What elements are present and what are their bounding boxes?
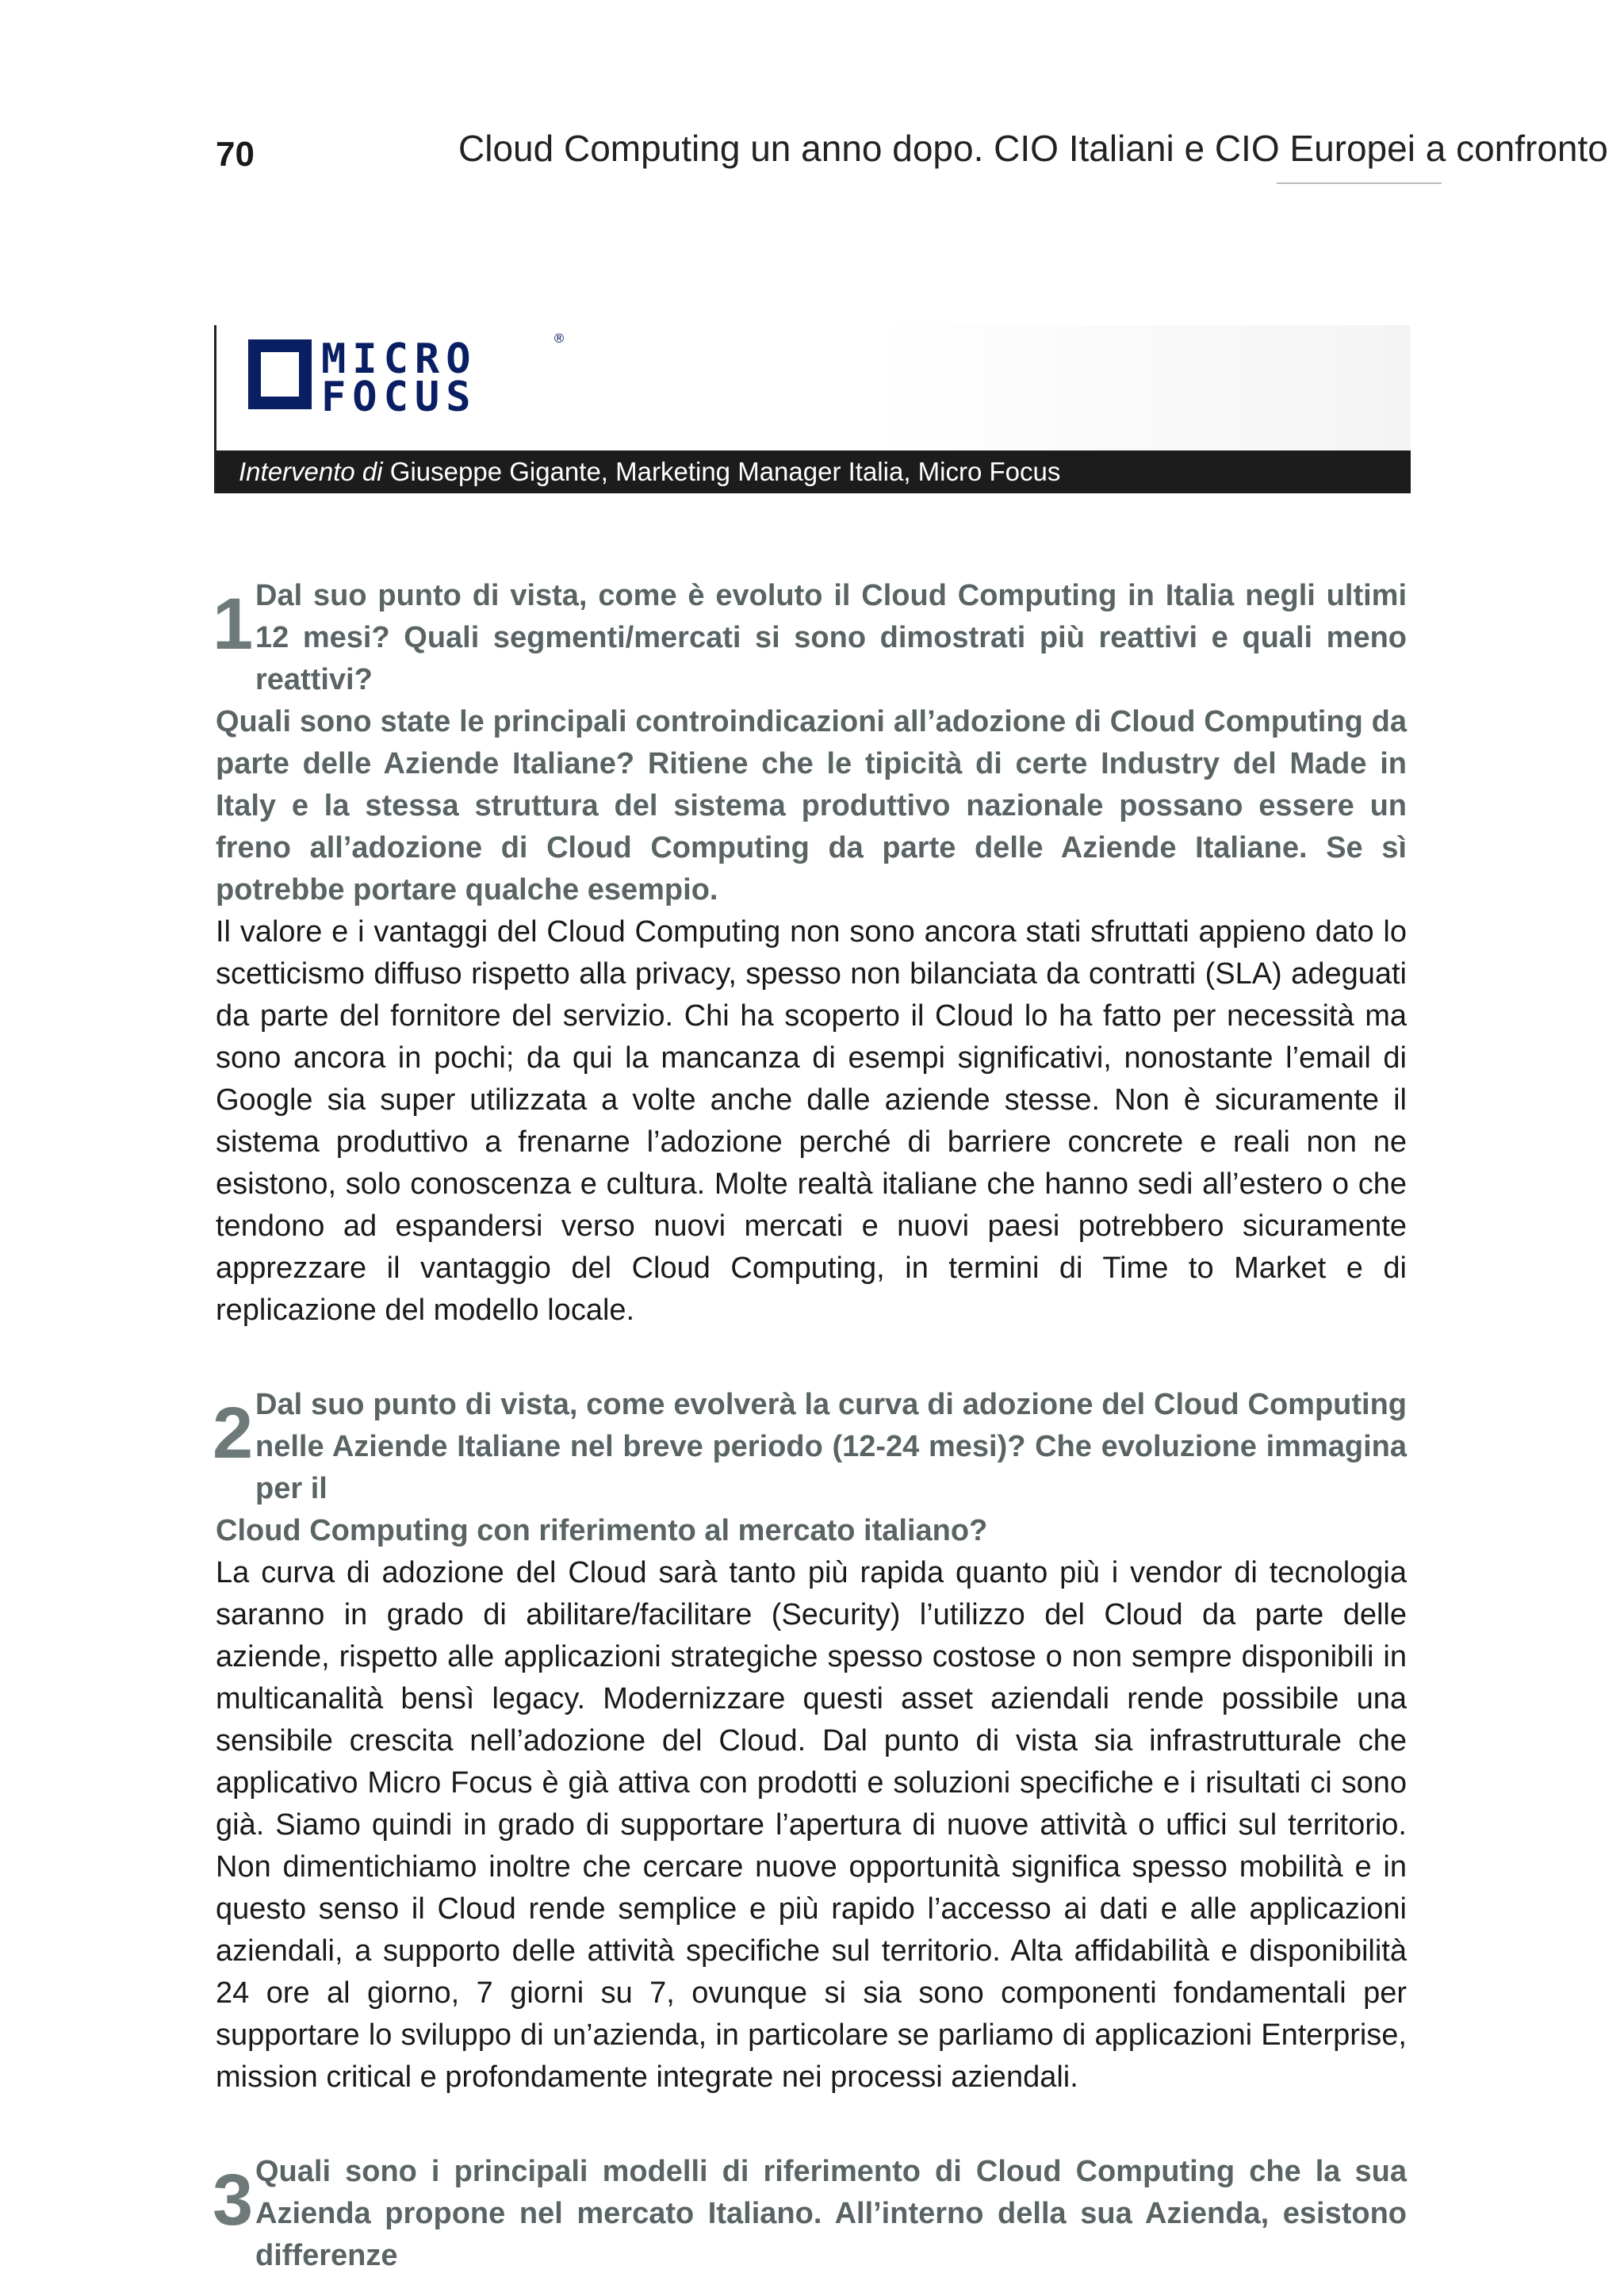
question-continuation: Cloud Computing con riferimento al mercato italiano?: [216, 1514, 988, 1547]
question-first-lines: Quali sono i principali modelli di riferimento di Cloud Computing che la sua Azienda propone nel mercato Italiano. All’interno della sua Azienda, esistono differenze: [255, 2155, 1407, 2272]
question-number: 2: [213, 1393, 254, 1474]
question-first-lines: Dal suo punto di vista, come è evoluto il Cloud Computing in Italia negli ultimi 12 mesi? Quali segmenti/mercati si sono dimostrati più reattivi e quali meno reattivi?: [255, 579, 1407, 696]
question-text: [213, 2151, 1407, 2277]
running-title: Cloud Computing un anno dopo. CIO Italiani e CIO Europei a confronto: [458, 128, 1608, 169]
interview-content: [213, 575, 1407, 2277]
question-1: [213, 575, 1407, 1332]
question-text: [213, 1384, 1407, 1510]
logo-text-micro: MICRO: [321, 335, 477, 383]
question-number: 1: [213, 584, 254, 665]
question-text: [213, 575, 1407, 701]
question-3: [213, 2151, 1407, 2277]
question-continuation: Quali sono state le principali controindicazioni all’adozione di Cloud Computing da parte delle Aziende Italiane? Ritiene che le tipicità di certe Industry del Made in Italy e la stessa struttura del sistema produttivo nazionale possano essere un freno all’adozione di Cloud Computing da parte delle Aziende Italiane. Se sì potrebbe portare qualche esempio.: [216, 705, 1407, 907]
answer-text: Il valore e i vantaggi del Cloud Computing non sono ancora stati sfruttati appieno dato lo scetticismo diffuso rispetto alla privacy, spesso non bilanciata da contratti (SLA) adeguati da parte del fornitore del servizio. Chi ha scoperto il Cloud lo ha fatto per necessità ma sono ancora in pochi; da qui la mancanza di esempi significativi, nonostante l’email di Google sia super utilizzata a volte anche dalle aziende stesse. Non è sicuramente il sistema produttivo a frenarne l’adozione perché di barriere concrete e reali non ne esistono, solo conoscenza e cultura. Molte realtà italiane che hanno sedi all’estero o che tendono ad espandersi verso nuovi mercati e nuovi paesi potrebbero sicuramente apprezzare il vantaggio del Cloud Computing, in termini di Time to Market e di replicazione del modello locale.: [216, 915, 1407, 1327]
intervento-bar: [216, 450, 1411, 493]
micro-focus-logo: [242, 332, 567, 427]
logo-text-focus: FOCUS: [321, 374, 477, 421]
intervento-name: Giuseppe Gigante, Marketing Manager Italia, Micro Focus: [382, 457, 1061, 486]
intervento-prefix: Intervento di: [239, 457, 383, 486]
header-rule: [1277, 182, 1442, 184]
question-number: 3: [213, 2160, 254, 2241]
registered-mark: ®: [553, 332, 565, 346]
answer-text: La curva di adozione del Cloud sarà tanto più rapida quanto più i vendor di tecnologia saranno in grado di abilitare/facilitare (Security) l’utilizzo del Cloud da parte delle aziende, rispetto alle applicazioni strategiche spesso costose o non sempre disponibili in multicanalità bensì legacy. Modernizzare questi asset aziendali rende possibile una sensibile crescita nell’adozione del Cloud. Dal punto di vista sia infrastrutturale che applicativo Micro Focus è già attiva con prodotti e soluzioni specifiche e i risultati ci sono già. Siamo quindi in grado di supportare l’apertura di nuove attività o uffici sul territorio. Non dimentichiamo inoltre che cercare nuove opportunità significa spesso mobilità e in questo senso il Cloud rende semplice e più rapido l’accesso ai dati e alle applicazioni aziendali, a supporto delle attività specifiche sul territorio. Alta affidabilità e disponibilità 24 ore al giorno, 7 giorni su 7, ovunque si sia sono componenti fondamentali per supportare lo sviluppo di un’azienda, in particolare se parliamo di applicazioni Enterprise, mission critical e profondamente integrate nei processi aziendali.: [216, 1556, 1407, 2094]
question-first-lines: Dal suo punto di vista, come evolverà la curva di adozione del Cloud Computing nelle Aziende Italiane nel breve periodo (12-24 mesi)? Che evoluzione immagina per il: [255, 1388, 1407, 1505]
question-2: [213, 1384, 1407, 2099]
logo-block: [214, 325, 1411, 493]
page-number: 70: [216, 135, 255, 174]
